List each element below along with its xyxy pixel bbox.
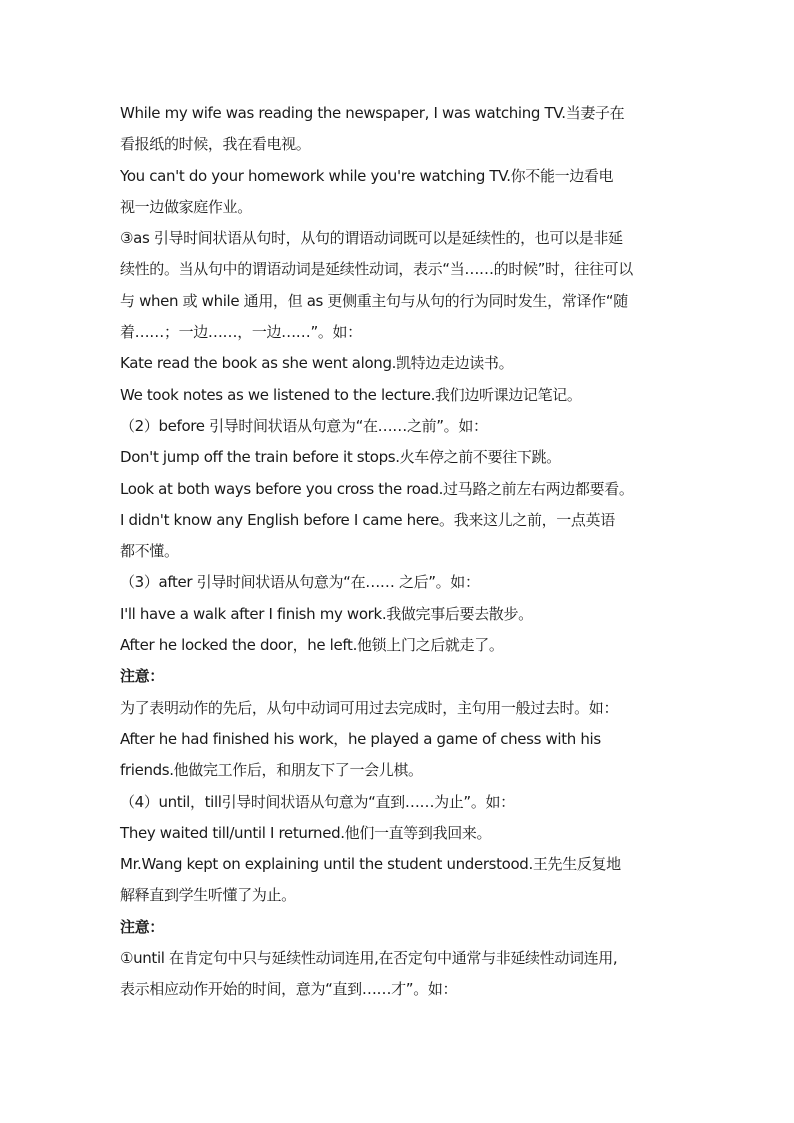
text-line: I'll have a walk after I finish my work.我做完事后要去散步。 <box>120 604 533 623</box>
text-line: friends.他做完工作后，和朋友下了一会儿棋。 <box>120 761 423 780</box>
text-line: Look at both ways before you cross the road.过马路之前左右两边都要看。 <box>120 479 634 498</box>
text-line: Don't jump off the train before it stops.火车停之前不要往下跳。 <box>120 448 561 467</box>
text-line: After he locked the door，he left.他锁上门之后就走了。 <box>120 636 504 655</box>
text-line: We took notes as we listened to the lecture.我们边听课边记笔记。 <box>120 385 582 404</box>
text-line: 为了表明动作的先后，从句中动词可用过去完成时，主句用一般过去时。如： <box>120 698 619 717</box>
text-line: After he had finished his work，he played a game of chess with his <box>120 729 601 748</box>
section-heading-until: （4）until，till引导时间状语从句意为“直到……为止”。如： <box>120 792 515 811</box>
text-line: 看报纸的时候，我在看电视。 <box>120 135 311 154</box>
text-line: 续性的。当从句中的谓语动词是延续性动词，表示“当……的时候”时，往往可以 <box>120 260 633 279</box>
text-line: 都不懂。 <box>120 542 179 561</box>
text-line: They waited till/until I returned.他们一直等到我回来。 <box>120 823 492 842</box>
text-line: 视一边做家庭作业。 <box>120 197 252 216</box>
section-heading-after: （3）after 引导时间状语从句意为“在…… 之后”。如： <box>120 573 480 592</box>
text-line: Mr.Wang kept on explaining until the student understood.王先生反复地 <box>120 855 621 874</box>
text-line: While my wife was reading the newspaper, I was watching TV.当妻子在 <box>120 104 625 122</box>
text-line: 与 when 或 while 通用，但 as 更侧重主句与从句的行为同时发生，常译作“随 <box>120 291 628 310</box>
text-line: Kate read the book as she went along.凯特边走边读书。 <box>120 354 514 373</box>
text-line: 着……；一边……，一边……”。如： <box>120 323 362 342</box>
text-line: You can't do your homework while you're watching TV.你不能一边看电 <box>120 166 614 185</box>
text-line: 表示相应动作开始的时间，意为“直到……才”。如： <box>120 980 458 999</box>
section-heading-before: （2）before 引导时间状语从句意为“在……之前”。如： <box>120 416 488 435</box>
note-heading: 注意： <box>120 917 164 936</box>
document-body <box>120 98 680 1006</box>
text-line: 解释直到学生听懂了为止。 <box>120 886 296 905</box>
text-line: I didn't know any English before I came here。我来这儿之前，一点英语 <box>120 510 615 529</box>
text-line: ③as 引导时间状语从句时，从句的谓语动词既可以是延续性的，也可以是非延 <box>120 229 623 248</box>
text-line: ①until 在肯定句中只与延续性动词连用,在否定句中通常与非延续性动词连用, <box>120 949 618 968</box>
note-heading: 注意： <box>120 667 164 686</box>
